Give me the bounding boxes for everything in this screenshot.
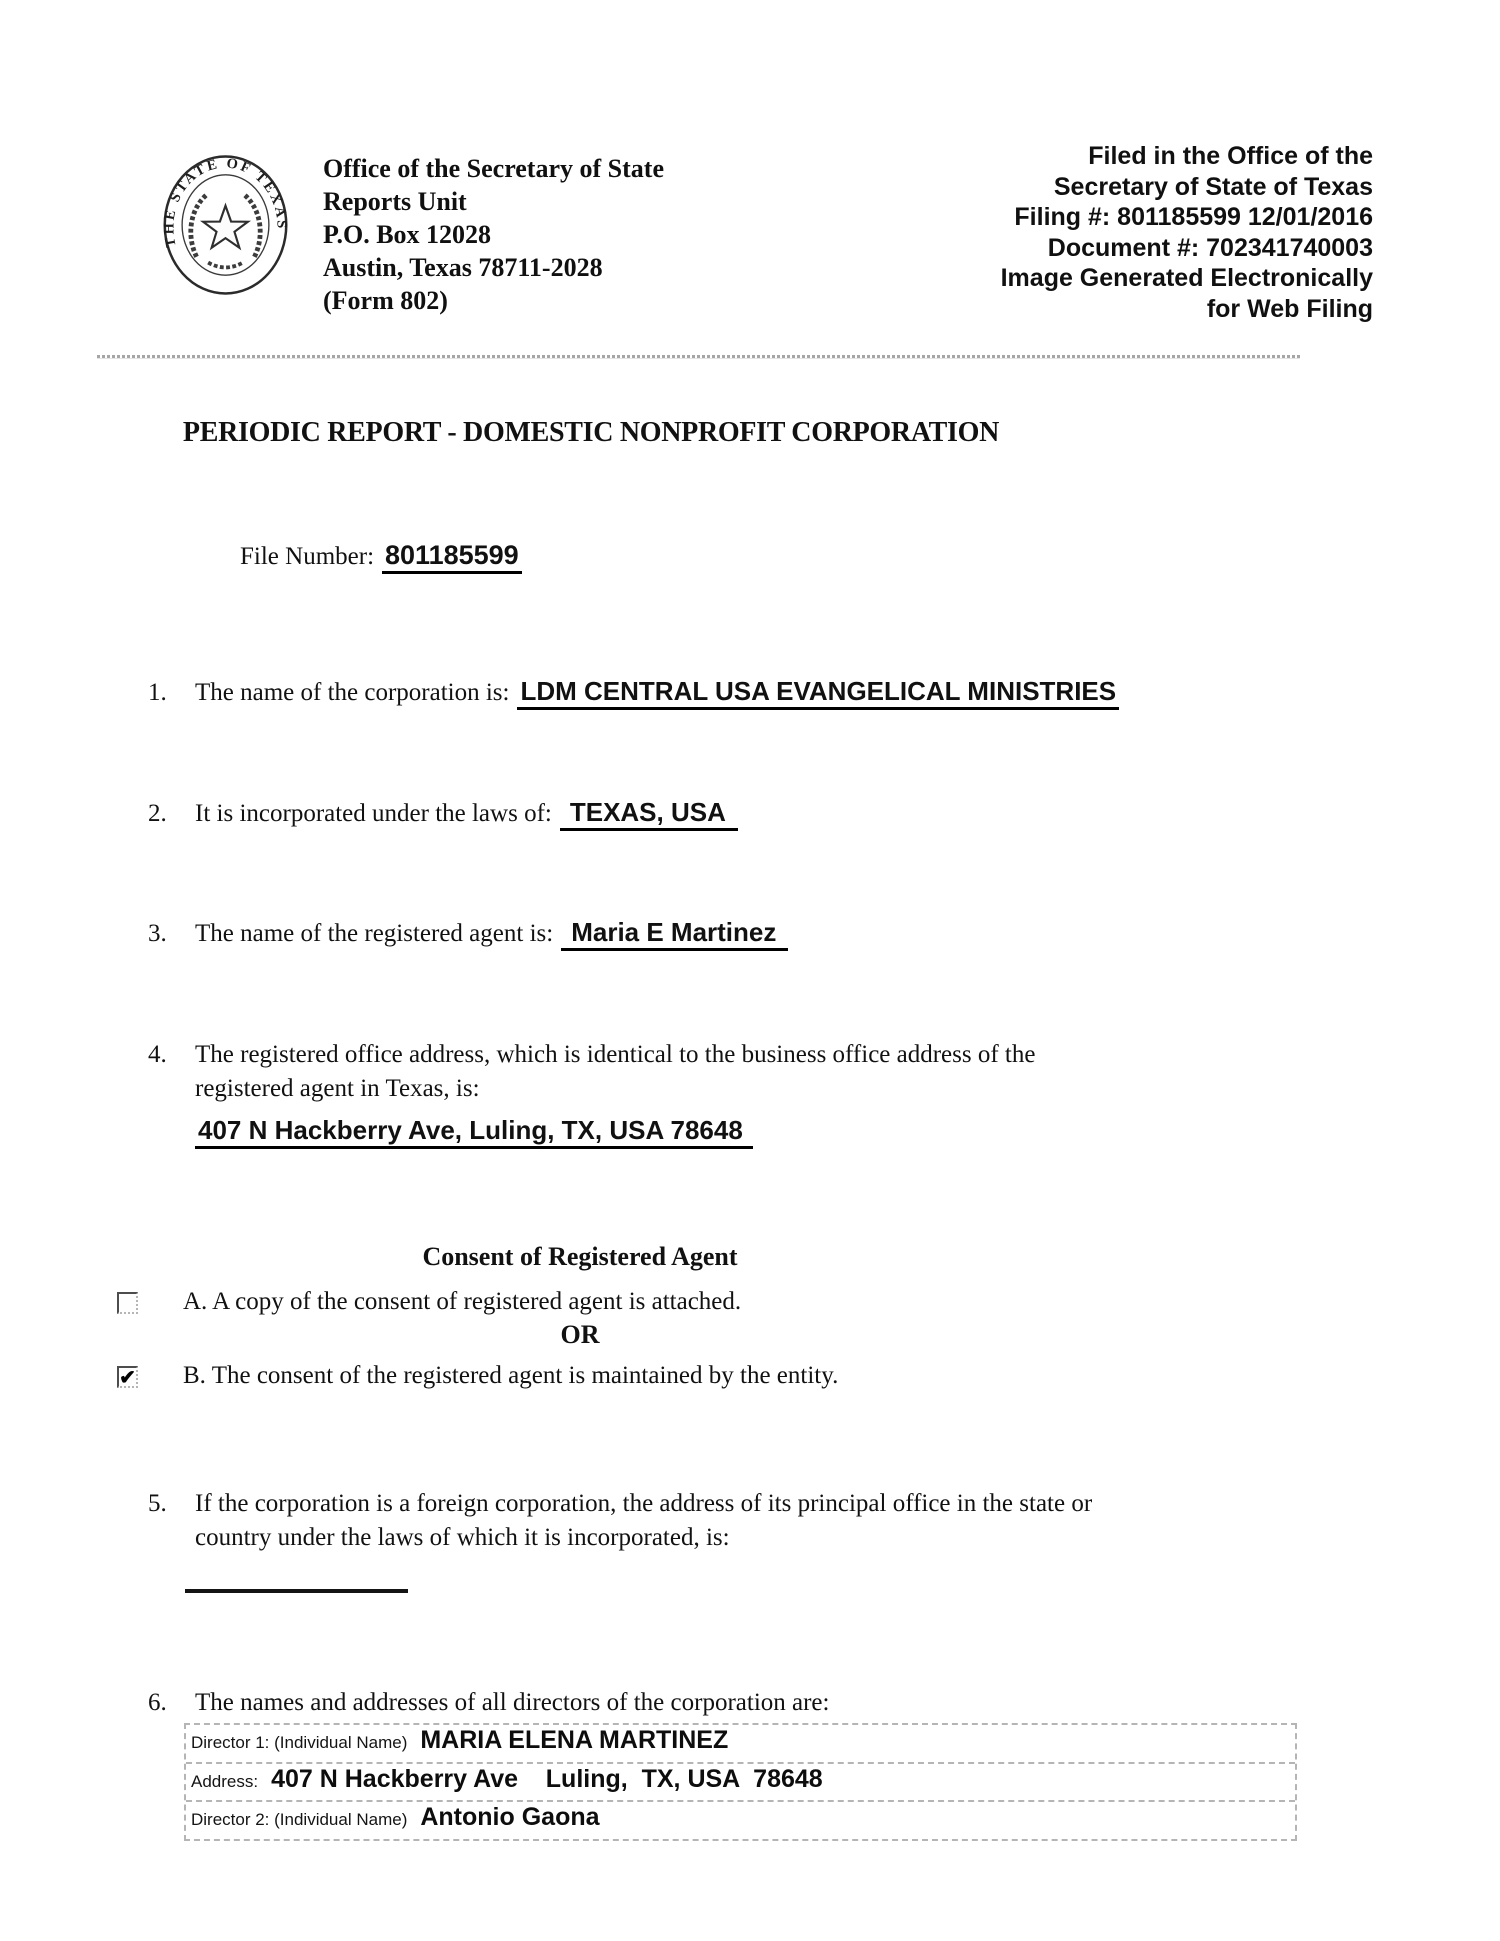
stamp-line: Image Generated Electronically xyxy=(1000,264,1373,292)
directors-table xyxy=(184,1723,1297,1841)
file-number-row xyxy=(240,540,522,571)
checkmark-icon: ✔ xyxy=(119,1367,136,1389)
consent-option-a-label: A. A copy of the consent of registered agent is attached. xyxy=(183,1288,742,1315)
item-3 xyxy=(148,917,788,951)
item-6-text: The names and addresses of all directors of the corporation are: xyxy=(195,1689,830,1716)
table-row-address xyxy=(186,1764,1295,1803)
item-4-text xyxy=(195,1038,1035,1149)
consent-option-b-checkbox[interactable] xyxy=(117,1366,138,1388)
office-line: P.O. Box 12028 xyxy=(323,220,492,249)
table-row-director-2 xyxy=(186,1802,1295,1839)
item-number: 3. xyxy=(148,920,167,947)
page-title: PERIODIC REPORT - DOMESTIC NONPROFIT CORPORATION xyxy=(182,417,1000,448)
consent-option-b-label: B. The consent of the registered agent is maintained by the entity. xyxy=(183,1362,839,1389)
item-5 xyxy=(148,1487,1092,1555)
address-label: Address: xyxy=(191,1771,259,1791)
item-1-text: The name of the corporation is: xyxy=(195,679,510,706)
item-3-text: The name of the registered agent is: xyxy=(195,920,554,947)
office-line: Reports Unit xyxy=(323,187,467,216)
item-number: 2. xyxy=(148,800,167,827)
item-5-text xyxy=(195,1487,1092,1555)
registered-office-address-value: 407 N Hackberry Ave, Luling, TX, USA 78648 xyxy=(195,1115,753,1149)
office-line: Austin, Texas 78711-2028 xyxy=(323,253,603,282)
registered-agent-value: Maria E Martinez xyxy=(561,917,788,951)
item-2-text: It is incorporated under the laws of: xyxy=(195,800,552,827)
director-2-label: Director 2: (Individual Name) xyxy=(191,1810,408,1830)
form-number: (Form 802) xyxy=(323,286,448,315)
director-2-name: Antonio Gaona xyxy=(420,1803,600,1832)
incorporation-laws-value: TEXAS, USA xyxy=(560,797,738,831)
table-row-director-1 xyxy=(186,1725,1295,1764)
item-4 xyxy=(148,1038,1035,1149)
corporation-name-value: LDM CENTRAL USA EVANGELICAL MINISTRIES xyxy=(517,676,1119,710)
item-2 xyxy=(148,797,738,831)
item-number: 5. xyxy=(148,1490,167,1517)
item-4-line1: The registered office address, which is identical to the business office address of the xyxy=(195,1041,1036,1068)
stamp-line: Secretary of State of Texas xyxy=(1053,172,1373,201)
item-6 xyxy=(148,1686,829,1720)
filing-number-line: Filing #: 801185599 12/01/2016 xyxy=(1014,203,1373,231)
divider-line xyxy=(97,355,1300,359)
or-label: OR xyxy=(560,1320,600,1349)
director-1-label: Director 1: (Individual Name) xyxy=(191,1733,408,1752)
filing-stamp-block xyxy=(0,141,1373,324)
item-number: 4. xyxy=(148,1041,167,1068)
consent-section-heading: Consent of Registered Agent xyxy=(422,1242,738,1271)
document-number-line: Document #: 702341740003 xyxy=(1047,233,1373,262)
item-4-line2: registered agent in Texas, is: xyxy=(195,1075,480,1102)
item-5-line1: If the corporation is a foreign corporation, the address of its principal office in the state or xyxy=(195,1490,1093,1517)
consent-option-a-checkbox[interactable] xyxy=(117,1292,138,1314)
seal-text: THE STATE OF TEXAS xyxy=(161,155,290,249)
item5-blank-line xyxy=(185,1589,408,1593)
office-line: Office of the Secretary of State xyxy=(323,154,664,183)
item-number: 6. xyxy=(148,1689,167,1716)
item-1 xyxy=(148,676,1119,710)
director-1-address: 407 N Hackberry Ave Luling, TX, USA 78648 xyxy=(271,1764,823,1793)
stamp-line: for Web Filing xyxy=(1206,294,1373,323)
stamp-line: Filed in the Office of the xyxy=(1088,142,1373,170)
file-number-value: 801185599 xyxy=(382,540,522,574)
item-5-line2: country under the laws of which it is incorporated, is: xyxy=(195,1524,730,1551)
item-number: 1. xyxy=(148,679,167,706)
file-number-label: File Number: xyxy=(240,543,375,570)
director-1-name: MARIA ELENA MARTINEZ xyxy=(420,1726,729,1754)
